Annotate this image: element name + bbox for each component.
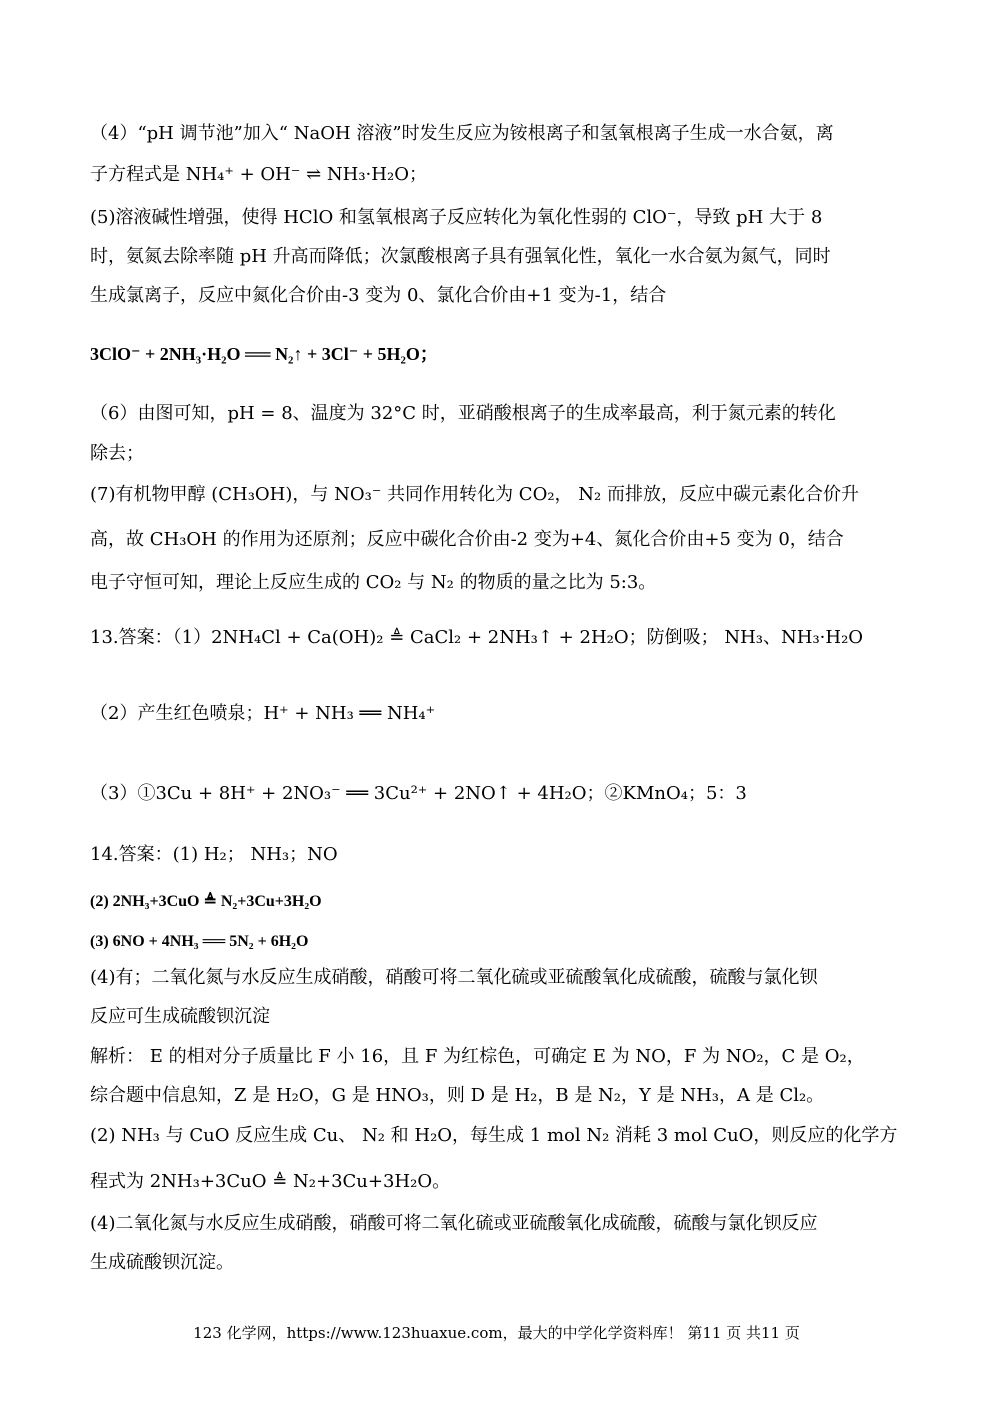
text-line: （3）①3Cu + 8H⁺ + 2NO₃⁻ ══ 3Cu²⁺ + 2NO↑ + 4H₂O；②KMnO₄；5：3 [90, 783, 747, 804]
text-line: (2) NH₃ 与 CuO 反应生成 Cu、 N₂ 和 H₂O，每生成 1 mol N₂ 消耗 3 mol CuO，则反应的化学方 [90, 1125, 898, 1146]
text-line: （2）产生红色喷泉；H⁺ + NH₃ ══ NH₄⁺ [90, 703, 436, 724]
text-line: 综合题中信息知，Z 是 H₂O，G 是 HNO₃，则 D 是 H₂，B 是 N₂，Y 是 NH₃，A 是 Cl₂。 [90, 1085, 825, 1106]
text-line: （4）“pH 调节池”加入“ NaOH 溶液”时发生反应为铵根离子和氢氧根离子生成一水合氨，离 [90, 123, 834, 144]
text-line: 程式为 2NH₃+3CuO ≜ N₂+3Cu+3H₂O。 [90, 1171, 451, 1192]
text-line: (5)溶液碱性增强，使得 HClO 和氢氧根离子反应转化为氧化性弱的 ClO⁻，导致 pH 大于 8 [90, 207, 823, 228]
text-line: （6）由图可知，pH = 8、温度为 32°C 时，亚硝酸根离子的生成率最高，利于氮元素的转化 [90, 403, 836, 424]
page-footer: 123 化学网，https://www.123huaxue.com，最大的中学化学资料库！ 第11 页 共11 页 [193, 1324, 800, 1342]
text-line: 反应可生成硫酸钡沉淀 [90, 1006, 270, 1027]
text-line: 电子守恒可知，理论上反应生成的 CO₂ 与 N₂ 的物质的量之比为 5:3。 [90, 572, 657, 593]
text-line: 子方程式是 NH₄⁺ + OH⁻ ⇌ NH₃·H₂O； [90, 164, 427, 185]
answer-13-line: 13.答案：（1）2NH₄Cl + Ca(OH)₂ ≜ CaCl₂ + 2NH₃↑ + 2H₂O；防倒吸； NH₃、NH₃·H₂O [90, 627, 864, 648]
equation-line: (3) 6NO + 4NH₃ ══ 5N₂ + 6H₂O [90, 933, 309, 950]
text-line: 生成氯离子，反应中氮化合价由-3 变为 0、氯化合价由+1 变为-1，结合 [90, 285, 667, 306]
text-line: (4)二氧化氮与水反应生成硝酸，硝酸可将二氧化硫或亚硫酸氧化成硫酸，硫酸与氯化钡反应 [90, 1213, 818, 1234]
answer-14-line: 14.答案：(1) H₂； NH₃；NO [90, 844, 338, 865]
equation-line: 3ClO⁻ + 2NH₃·H₂O ══ N₂↑ + 3Cl⁻ + 5H₂O； [90, 344, 438, 364]
analysis-line: 解析： E 的相对分子质量比 F 小 16，且 F 为红棕色，可确定 E 为 NO，F 为 NO₂，C 是 O₂， [90, 1046, 865, 1067]
text-line: (7)有机物甲醇 (CH₃OH)，与 NO₃⁻ 共同作用转化为 CO₂， N₂ 而排放，反应中碳元素化合价升 [90, 484, 859, 505]
text-line: 时，氨氮去除率随 pH 升高而降低；次氯酸根离子具有强氧化性，氧化一水合氨为氮气，同时 [90, 246, 831, 267]
text-line: 生成硫酸钡沉淀。 [90, 1252, 234, 1273]
text-line: (4)有；二氧化氮与水反应生成硝酸，硝酸可将二氧化硫或亚硫酸氧化成硫酸，硫酸与氯化钡 [90, 967, 818, 988]
equation-line: (2) 2NH₃+3CuO ≜ N₂+3Cu+3H₂O [90, 893, 322, 910]
text-line: 高，故 CH₃OH 的作用为还原剂；反应中碳化合价由-2 变为+4、氮化合价由+5 变为 0，结合 [90, 529, 844, 550]
text-line: 除去； [90, 443, 144, 464]
